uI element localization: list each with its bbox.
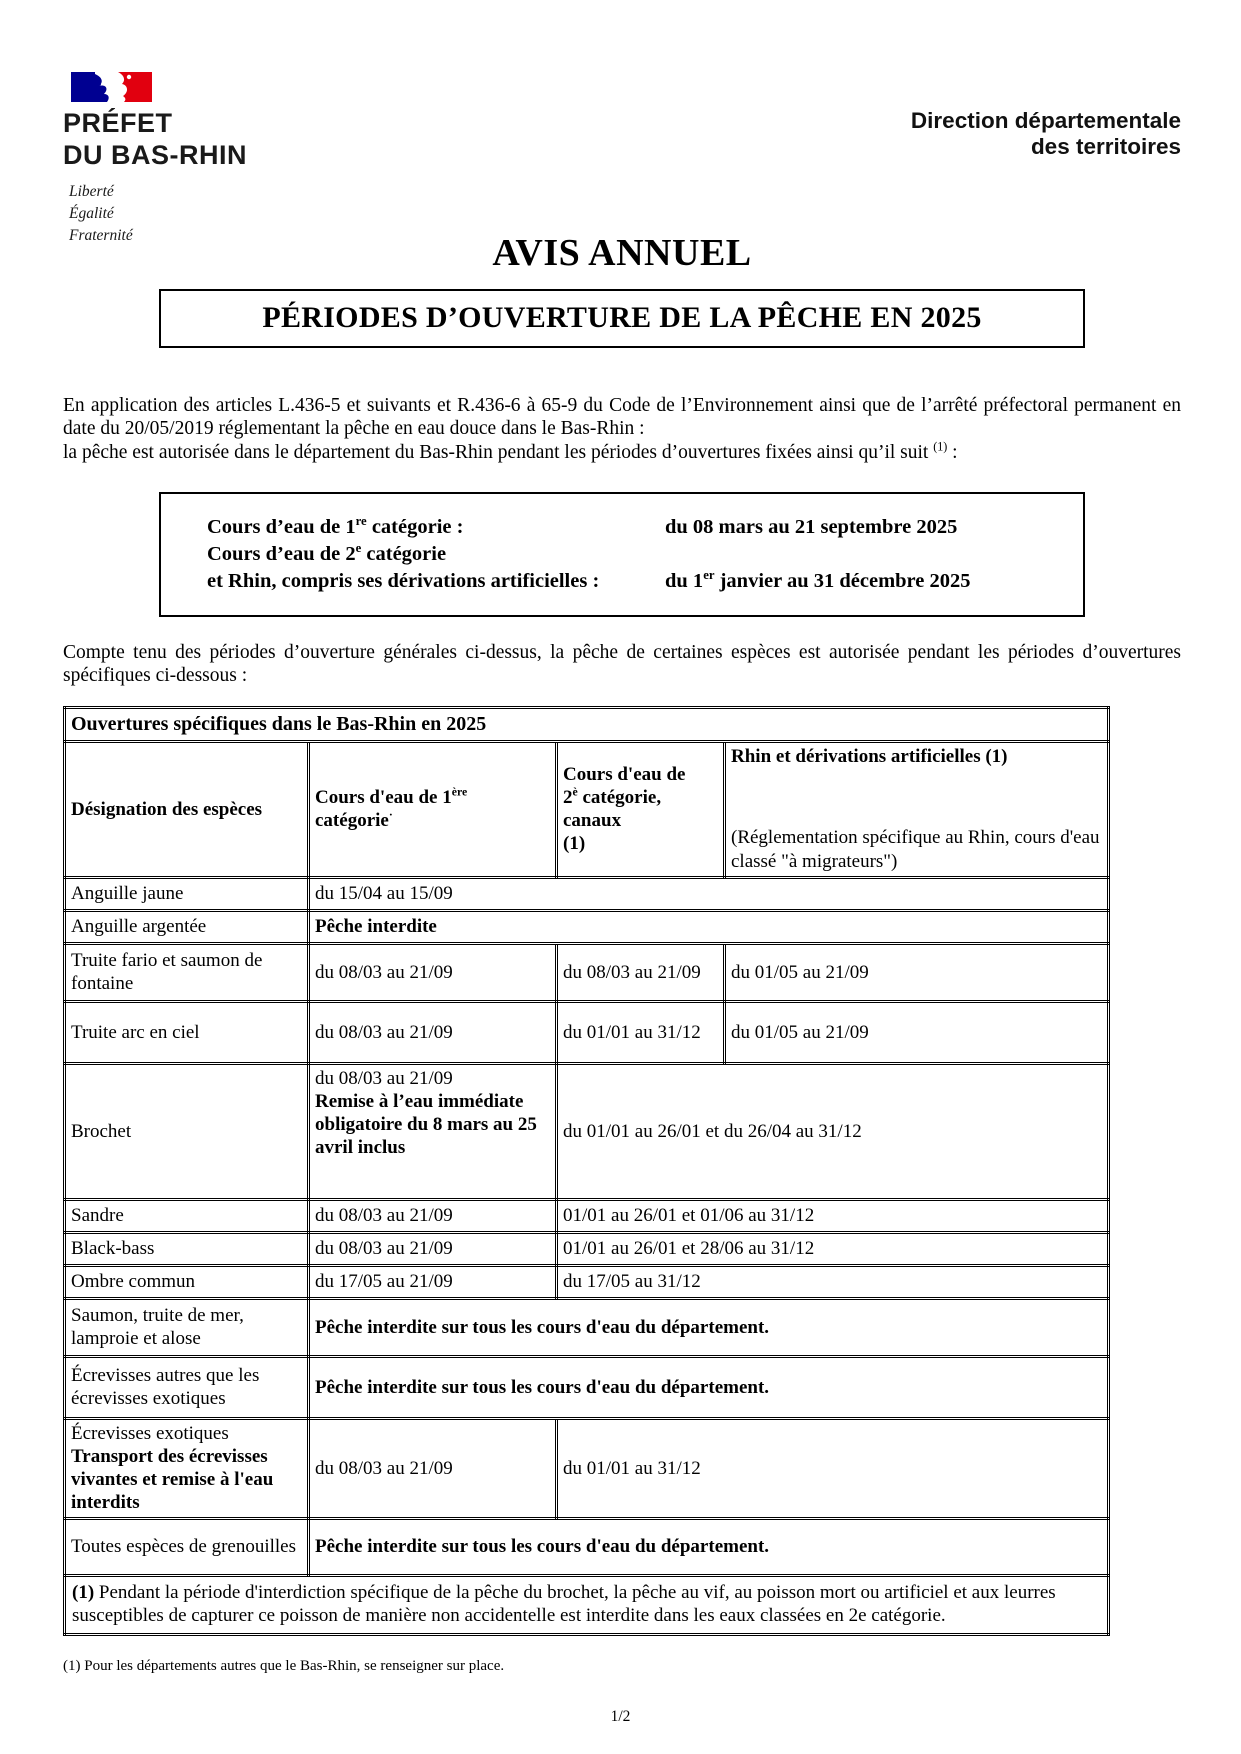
prohibition-cell: Pêche interdite sur tous les cours d'eau du département. [309, 1518, 1109, 1575]
species-cell: Écrevisses autres que les écrevisses exotiques [65, 1356, 309, 1418]
cat1-label: Cours d’eau de 1re catégorie : [207, 514, 464, 538]
period-cell-cat2: du 01/01 au 31/12 [557, 1001, 725, 1063]
table-row-saumon [65, 1298, 1109, 1356]
general-periods-box [159, 492, 1085, 617]
prohibition-cell: Pêche interdite sur tous les cours d'eau du département. [309, 1298, 1109, 1356]
prefecture-name-line2: DU BAS-RHIN [63, 139, 247, 170]
table-row-brochet [65, 1063, 1109, 1199]
species-cell: Anguille argentée [65, 910, 309, 943]
period-cell-cat2: du 08/03 au 21/09 [557, 943, 725, 1001]
general-period-row-cat2 [207, 541, 1073, 568]
species-cell: Anguille jaune [65, 877, 309, 910]
period-cell-rhin: du 01/05 au 21/09 [725, 943, 1109, 1001]
brochet-release-rule: Remise à l’eau immédiate obligatoire du 8 mars au 25 avril inclus [315, 1090, 537, 1159]
table-row-anguille-argentee [65, 910, 1109, 943]
specific-periods-paragraph: Compte tenu des périodes d’ouverture générales ci-dessus, la pêche de certaines espèces est autorisée pendant les périodes d’ouvertures spécifiques ci-dessous : [63, 642, 1181, 687]
note-text: Pendant la période d'interdiction spécifique de la pêche du brochet, la pêche au vif, au poisson mort ou artificiel et aux leurres susceptibles de capturer ce poisson de manière non accidentelle est interdite dans les eaux classées en 2e catégorie. [72, 1581, 1056, 1626]
general-period-row-rhin [207, 568, 1073, 595]
specific-openings-table [63, 706, 1110, 1636]
intro-paragraph [63, 394, 1181, 464]
species-cell: Truite arc en ciel [65, 1001, 309, 1063]
period-cell-cat1: du 08/03 au 21/09 [309, 943, 557, 1001]
table-note-row [65, 1575, 1109, 1634]
direction-line1: Direction départementale [910, 108, 1181, 133]
prefecture-name-line1: PRÉFET [63, 108, 173, 138]
table-header-row [65, 741, 1109, 877]
period-cell-cat1: du 08/03 au 21/09 Remise à l’eau immédiate obligatoire du 8 mars au 25 avril inclus [309, 1063, 557, 1199]
period-cell-cat1: du 08/03 au 21/09 [309, 1418, 557, 1518]
period-cell: Pêche interdite [309, 910, 1109, 943]
prefecture-block [63, 72, 247, 247]
table-row-truite-arc-en-ciel [65, 1001, 1109, 1063]
rhin-label: et Rhin, compris ses dérivations artificielles : [207, 569, 600, 592]
page-header [63, 72, 1181, 247]
document-subtitle: PÉRIODES D’OUVERTURE DE LA PÊCHE EN 2025 [262, 300, 982, 334]
table-row-sandre [65, 1199, 1109, 1232]
french-republic-flag-icon [71, 72, 183, 102]
table-row-ombre-commun [65, 1265, 1109, 1298]
period-cell-rhin: du 01/05 au 21/09 [725, 1001, 1109, 1063]
note-marker: (1) [72, 1581, 95, 1603]
republic-motto [69, 181, 247, 247]
motto-egalite: Égalité [69, 204, 114, 222]
table-note [65, 1575, 1109, 1634]
motto-liberte: Liberté [69, 182, 114, 200]
table-row-black-bass [65, 1232, 1109, 1265]
table-caption: Ouvertures spécifiques dans le Bas-Rhin en 2025 [65, 707, 1109, 741]
species-cell: Toutes espèces de grenouilles [65, 1518, 309, 1575]
period-cell-cat1: du 17/05 au 21/09 [309, 1265, 557, 1298]
table-row-grenouilles [65, 1518, 1109, 1575]
period-cell-rest: du 01/01 au 26/01 et du 26/04 au 31/12 [557, 1063, 1109, 1199]
document-subtitle-box [159, 289, 1085, 348]
species-cell: Sandre [65, 1199, 309, 1232]
period-cell-rest: du 01/01 au 31/12 [557, 1418, 1109, 1518]
period-cell-rest: 01/01 au 26/01 et 01/06 au 31/12 [557, 1199, 1109, 1232]
species-cell: Ombre commun [65, 1265, 309, 1298]
species-cell: Brochet [65, 1063, 309, 1199]
direction-line2: des territoires [1030, 133, 1181, 159]
intro-part1: En application des articles L.436-5 et suivants et R.436-6 à 65-9 du Code de l’Environnement ainsi que de l’arrêté préfectoral permanent en date du 20/05/2019 réglementant la pêche en eau douce dans le Bas-Rhin : [63, 394, 1181, 440]
cat2-label: Cours d’eau de 2e catégorie [207, 541, 447, 565]
column-header-rhin-title: Rhin et dérivations artificielles (1) [731, 745, 1008, 767]
crayfish-transport-rule: Transport des écrevisses vivantes et remise à l'eau interdits [71, 1445, 274, 1514]
intro-part2-end: : [947, 441, 958, 463]
period-cell-rest: 01/01 au 26/01 et 28/06 au 31/12 [557, 1232, 1109, 1265]
table-row-ecrevisses-autres [65, 1356, 1109, 1418]
column-header-species: Désignation des espèces [65, 741, 309, 877]
page-number: 1/2 [610, 1708, 631, 1725]
motto-fraternite: Fraternité [69, 226, 133, 244]
table-row-truite-fario [65, 943, 1109, 1001]
column-header-rhin [725, 741, 1109, 877]
species-cell: Écrevisses exotiques Transport des écrevisses vivantes et remise à l'eau interdits [65, 1418, 309, 1518]
table-row-anguille-jaune [65, 877, 1109, 910]
species-cell: Black-bass [65, 1232, 309, 1265]
column-header-rhin-note: (Réglementation spécifique au Rhin, cours d'eau classé "à migrateurs") [731, 827, 1100, 872]
cat1-period: du 08 mars au 21 septembre 2025 [665, 515, 958, 538]
column-header-cat1: Cours d'eau de 1ère catégorie· [309, 741, 557, 877]
table-caption-row [65, 707, 1109, 741]
species-cell: Truite fario et saumon de fontaine [65, 943, 309, 1001]
issuing-direction [911, 108, 1181, 160]
period-cell-cat1: du 08/03 au 21/09 [309, 1199, 557, 1232]
intro-part2: la pêche est autorisée dans le département du Bas-Rhin pendant les périodes d’ouvertures fixées ainsi qu’il suit [63, 441, 934, 463]
rhin-period: du 1er janvier au 31 décembre 2025 [665, 568, 971, 592]
table-row-ecrevisses-exotiques [65, 1418, 1109, 1518]
period-cell-cat1: du 08/03 au 21/09 [309, 1232, 557, 1265]
period-cell-rest: du 17/05 au 31/12 [557, 1265, 1109, 1298]
page-footnote: (1) Pour les départements autres que le Bas-Rhin, se renseigner sur place. [63, 1657, 505, 1674]
cat2-period-empty [665, 541, 1073, 568]
intro-footnote-ref: (1) [933, 439, 948, 453]
document-title: AVIS ANNUEL [492, 231, 752, 274]
species-cell: Saumon, truite de mer, lamproie et alose [65, 1298, 309, 1356]
prefecture-name [63, 108, 247, 172]
general-period-row-cat1 [207, 514, 1073, 541]
period-cell: du 15/04 au 15/09 [309, 877, 1109, 910]
column-header-cat2: Cours d'eau de $2^è$ catégorie, canaux (1) [557, 741, 725, 877]
period-cell-cat1: du 08/03 au 21/09 [309, 1001, 557, 1063]
prohibition-cell: Pêche interdite sur tous les cours d'eau du département. [309, 1356, 1109, 1418]
